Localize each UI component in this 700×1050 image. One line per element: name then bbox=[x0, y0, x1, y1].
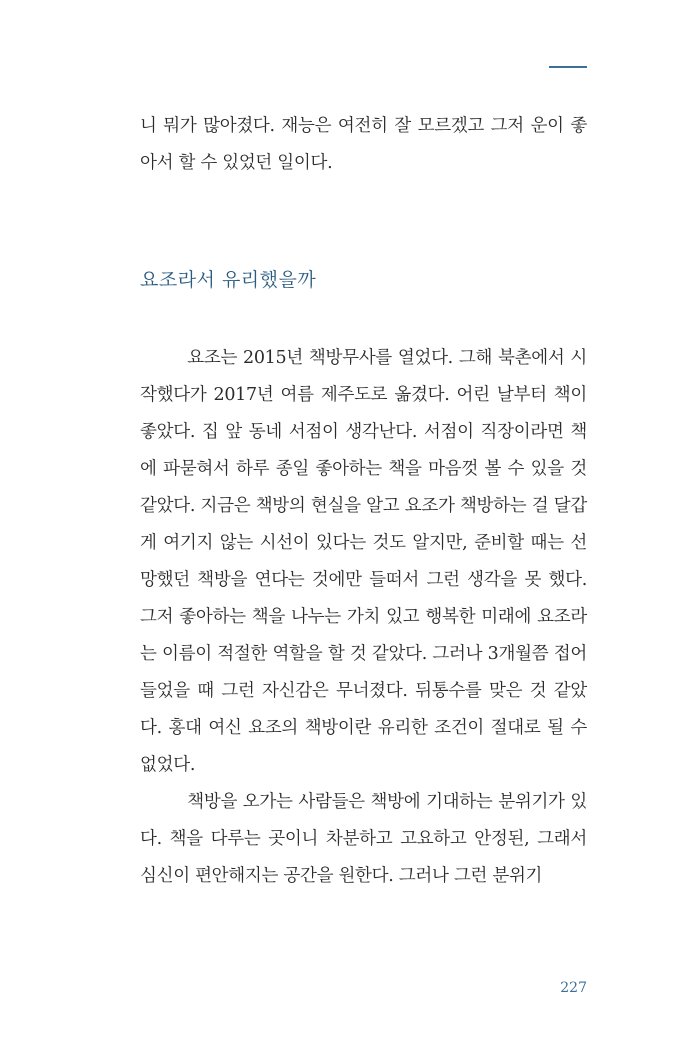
paragraph-2: 책방을 오가는 사람들은 책방에 기대하는 분위기가 있다. 책을 다루는 곳이니 차분하고 고요하고 안정된, 그래서 심신이 편안해지는 공간을 원한다. 그러나 그런 분위기 bbox=[140, 792, 587, 886]
paragraph-1: 요조는 2015년 책방무사를 열었다. 그해 북촌에서 시작했다가 2017년 여름 제주도로 옮겼다. 어린 날부터 책이 좋았다. 집 앞 동네 서점이 생각난다. 서점이 직장이라면 책에 파묻혀서 하루 종일 좋아하는 책을 마음껏 볼 수 있을 것 같았다. 지금은 책방의 현실을 알고 요조가 책방하는 걸 달갑게 여기지 않는 시선이 있다는 것도 알지만, 준비할 때는 선망했던 책방을 연다는 것에만 들떠서 그런 생각을 못 했다. 그저 좋아하는 책을 나누는 가치 있고 행복한 미래에 요조라는 이름이 적절한 역할을 할 것 같았다. 그러나 3개월쯤 접어들었을 때 그런 자신감은 무너졌다. 뒤통수를 맞은 것 같았다. 홍대 여신 요조의 책방이란 유리한 조건이 절대로 될 수 없었다. bbox=[140, 348, 587, 775]
continued-paragraph bbox=[140, 108, 587, 182]
section-heading: 요조라서 유리했을까 bbox=[140, 269, 317, 291]
header-rule bbox=[549, 66, 587, 68]
page-number: 227 bbox=[560, 980, 587, 996]
body-text bbox=[140, 340, 587, 895]
paragraph-text: 니 뭐가 많아졌다. 재능은 여전히 잘 모르겠고 그저 운이 좋아서 할 수 있었던 일이다. bbox=[140, 116, 587, 173]
